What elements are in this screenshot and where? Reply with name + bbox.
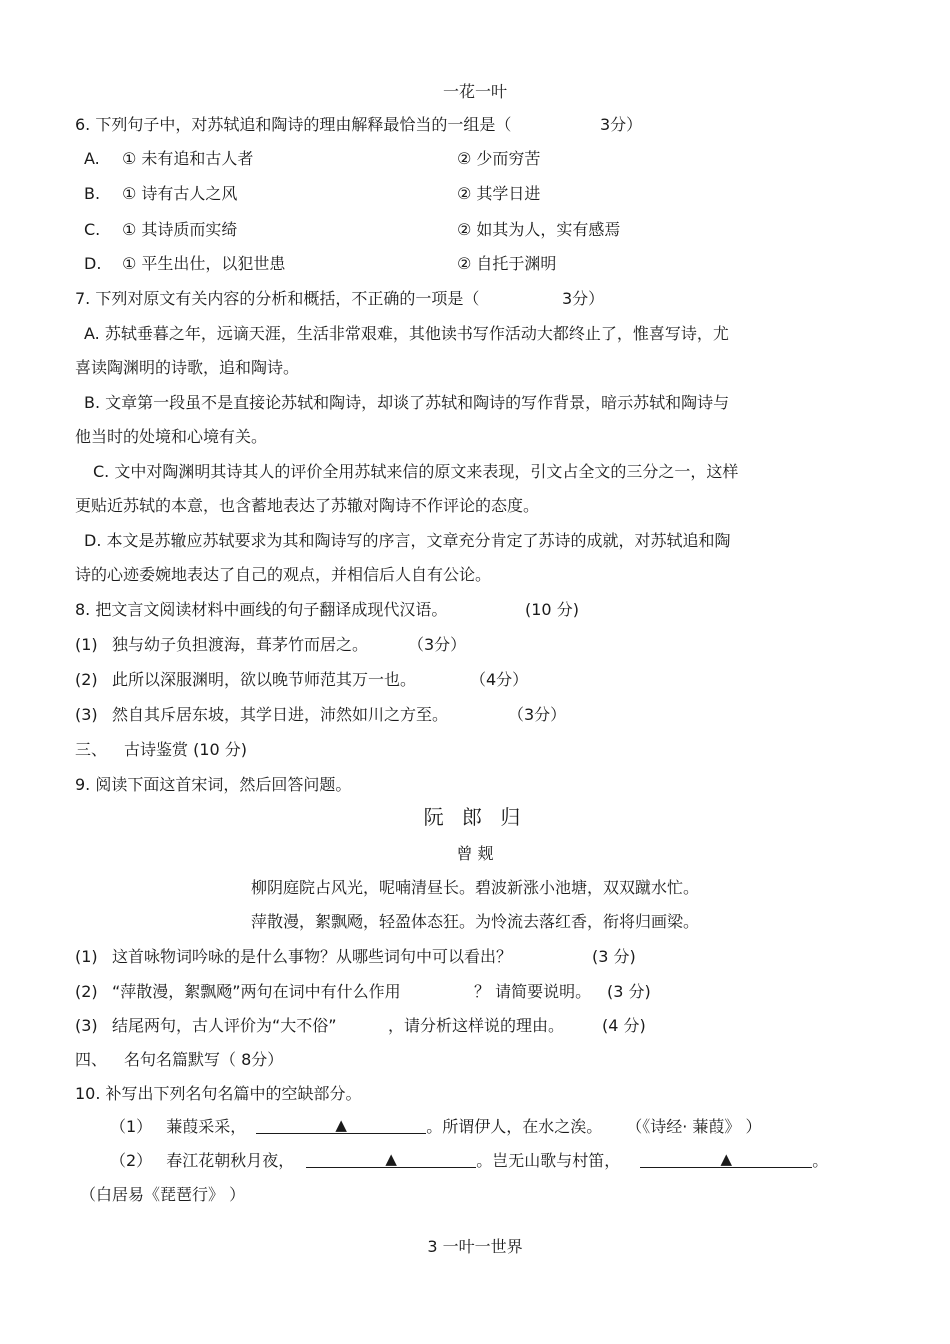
q9-item3-num: (3) [75,1016,98,1035]
q9-item2-score: (3 分) [607,982,651,1001]
q9-item3-text: 结尾两句，古人评价为“大不俗” [112,1016,337,1035]
section-3-title: 古诗鉴赏 (10 分) [124,740,248,759]
q9-item3-score: (4 分) [602,1016,646,1035]
q9-item1-num: (1) [75,947,98,966]
q8-item3-num: (3) [75,705,98,724]
q8-item2-score: （4分） [470,670,529,689]
q9-item1-score: (3 分) [592,947,636,966]
q7-option-d-line2: 诗的心迹委婉地表达了自己的观点，并相信后人自有公论。 [75,565,492,584]
q9-item2-num: (2) [75,982,98,1001]
poem-line-1: 柳阴庭院占风光，呢喃清昼长。碧波新涨小池塘，双双蹴水忙。 [250,878,699,897]
q10-item2-mid: 。岂无山歌与村笛， [476,1151,621,1170]
q7-option-d-line1: D. 本文是苏辙应苏轼要求为其和陶诗写的序言，文章充分肯定了苏诗的成就，对苏轼追和陶 [84,531,731,550]
blank-marker-icon: ▲ [335,1116,347,1134]
blank-marker-icon: ▲ [720,1150,732,1168]
q8-item1-score: （3分） [408,635,467,654]
q10-item1-pre: 蒹葭采采， [166,1117,247,1136]
q6-option-d-2: ② 自托于渊明 [457,254,557,273]
q8-item2-text: 此所以深服渊明，欲以晚节师范其万一也。 [112,670,417,689]
q10-item2-num: （2） [110,1151,153,1170]
page-header: 一花一叶 [442,82,507,101]
q10-item2 [110,1151,828,1171]
q10-item1-post: 。所谓伊人，在水之涘。 [426,1117,603,1136]
q6-stem: 6. 下列句子中，对苏轼追和陶诗的理由解释最恰当的一组是（ [75,115,512,134]
section-4-title: 名句名篇默写（ 8分） [124,1050,284,1069]
page-footer: 3 一叶一世界 [427,1237,523,1256]
q9-item2-text-2: ？ 请简要说明。 [474,982,592,1001]
q10-item2-pre: 春江花朝秋月夜， [166,1151,295,1170]
q6-option-a-1: ① 未有追和古人者 [122,149,254,168]
q10-item1 [110,1117,761,1137]
poem-title: 阮 郎 归 [423,805,527,829]
q6-option-c-2: ② 如其为人，实有感焉 [457,220,621,239]
q8-item1-text: 独与幼子负担渡海，葺茅竹而居之。 [112,635,369,654]
q10-item2-end: 。 [812,1151,829,1170]
q6-score: 3分） [600,115,643,134]
q7-option-b-line1: B. 文章第一段虽不是直接论苏轼和陶诗，却谈了苏轼和陶诗的写作背景，暗示苏轼和陶诗与 [84,393,730,412]
q7-score: 3分） [562,289,605,308]
poem-line-2: 萍散漫，絮飘飏，轻盈体态狂。为怜流去落红香，衔将归画梁。 [250,912,699,931]
q6-option-c-1: ① 其诗质而实绮 [122,220,238,239]
q6-option-a-2: ② 少而穷苦 [457,149,541,168]
q9-item3-text-2: ，请分析这样说的理由。 [388,1016,565,1035]
q6-option-b-letter: B. [84,184,101,203]
q7-stem: 7. 下列对原文有关内容的分析和概括，不正确的一项是（ [75,289,480,308]
section-4-num: 四、 [75,1050,108,1069]
q8-item1-num: (1) [75,635,98,654]
q6-option-a-letter: A. [84,149,100,168]
poem-author: 曾 觌 [456,844,494,863]
q6-option-b-2: ② 其学日进 [457,184,541,203]
q10-item2-blank-2[interactable] [640,1151,812,1168]
q6-option-b-1: ① 诗有古人之风 [122,184,238,203]
q6-option-d-1: ① 平生出仕，以犯世患 [122,254,286,273]
q6-option-d-letter: D. [84,254,102,273]
q7-option-a-line2: 喜读陶渊明的诗歌，追和陶诗。 [75,358,300,377]
q10-item2-source: （白居易《琵琶行》 ） [80,1185,246,1204]
q8-score: (10 分) [525,600,579,619]
q8-item3-text: 然自其斥居东坡，其学日进，沛然如川之方至。 [112,705,449,724]
section-3-num: 三、 [75,740,108,759]
q8-stem: 8. 把文言文阅读材料中画线的句子翻译成现代汉语。 [75,600,448,619]
q10-item1-num: （1） [110,1117,153,1136]
q7-option-b-line2: 他当时的处境和心境有关。 [75,427,268,446]
q10-item1-source: （《诗经· 蒹葭》 ） [626,1117,762,1136]
q9-item2-text: “萍散漫，絮飘飏”两句在词中有什么作用 [112,982,401,1001]
q10-item1-blank[interactable] [256,1117,426,1134]
q10-stem: 10. 补写出下列名句名篇中的空缺部分。 [75,1084,362,1103]
q8-item2-num: (2) [75,670,98,689]
q7-option-c-line2: 更贴近苏轼的本意，也含蓄地表达了苏辙对陶诗不作评论的态度。 [75,496,540,515]
q9-item1-text: 这首咏物词吟咏的是什么事物？从哪些词句中可以看出？ [112,947,513,966]
q7-option-c-line1: C. 文中对陶渊明其诗其人的评价全用苏轼来信的原文来表现，引文占全文的三分之一，这样 [93,462,739,481]
q8-item3-score: （3分） [508,705,567,724]
q7-option-a-line1: A. 苏轼垂暮之年，远谪天涯，生活非常艰难，其他读书写作活动大都终止了，惟喜写诗，尤 [84,324,729,343]
blank-marker-icon: ▲ [385,1150,397,1168]
q6-option-c-letter: C. [84,220,101,239]
q10-item2-blank-1[interactable] [306,1151,476,1168]
q9-stem: 9. 阅读下面这首宋词，然后回答问题。 [75,775,352,794]
